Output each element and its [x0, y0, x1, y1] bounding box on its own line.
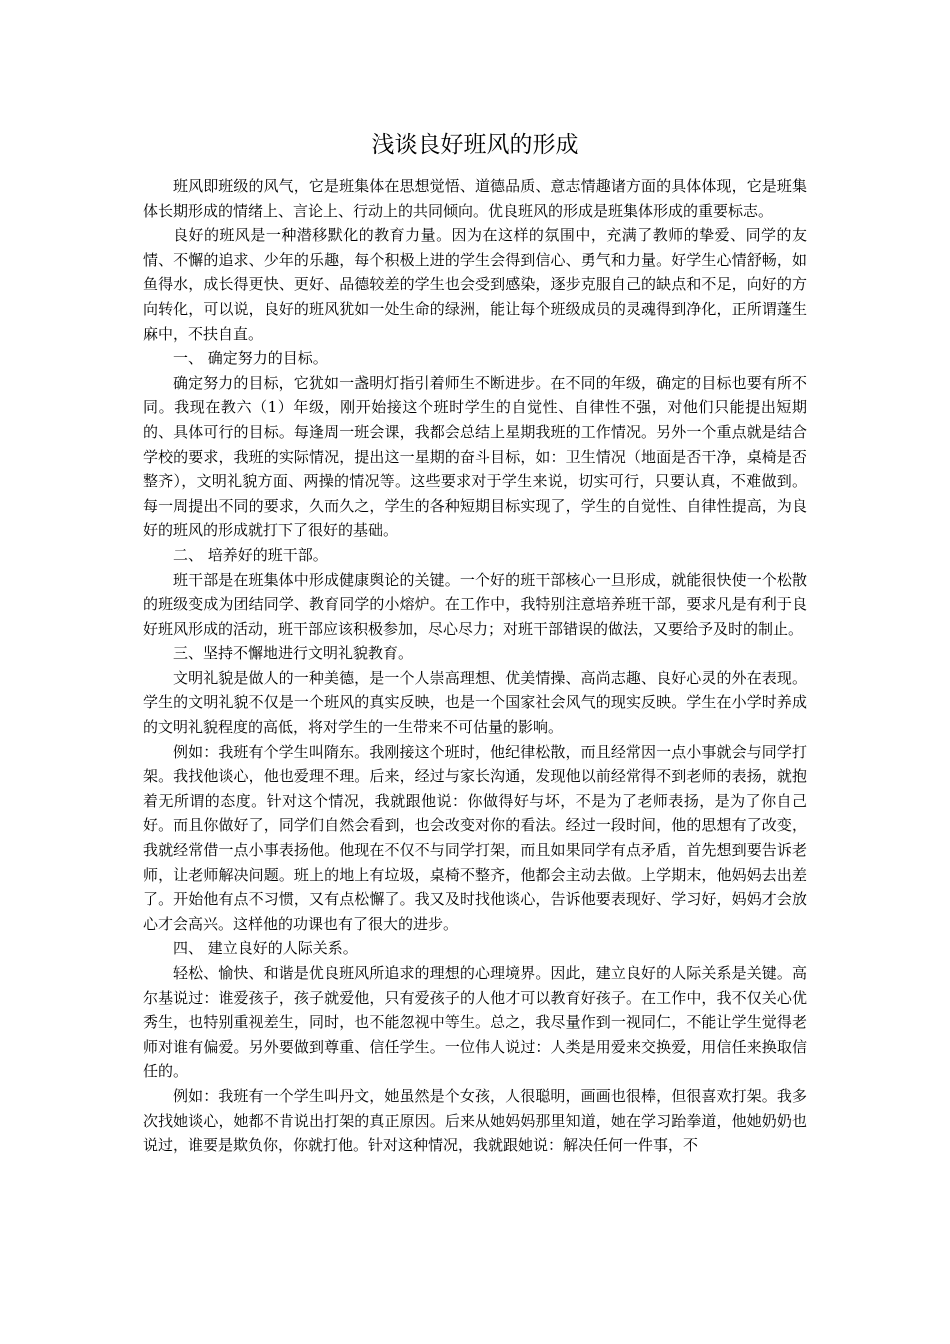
document-page — [143, 130, 807, 1158]
paragraph-example-2: 例如：我班有一个学生叫丹文，她虽然是个女孩，人很聪明，画画也很棒，但很喜欢打架。我多次找她谈心，她都不肯说出打架的真正原因。后来从她妈妈那里知道，她在学习跆拳道，他她奶奶也说过，谁要是欺负你，你就打他。针对这种情况，我就跟她说：解决任何一件事，不 — [143, 1086, 807, 1155]
paragraph-class-cadres: 班干部是在班集体中形成健康舆论的关键。一个好的班干部核心一旦形成，就能很快使一个松散的班级变成为团结同学、教育同学的小熔炉。在工作中，我特别注意培养班干部，要求凡是有利于良好班风形成的活动，班干部应该积极参加，尽心尽力；对班干部错误的做法，又要给予及时的制止。 — [143, 570, 807, 638]
document-title: 浅谈良好班风的形成 — [371, 132, 579, 158]
paragraph-civility: 文明礼貌是做人的一种美德，是一个人崇高理想、优美情操、高尚志趣、良好心灵的外在表现。学生的文明礼貌不仅是一个班风的真实反映，也是一个国家社会风气的现实反映。学生在小学时养成的文明礼貌程度的高低，将对学生的一生带来不可估量的影响。 — [143, 668, 807, 737]
paragraph-goals: 确定努力的目标，它犹如一盏明灯指引着师生不断进步。在不同的年级，确定的目标也要有所不同。我现在教六（1）年级，刚开始接这个班时学生的自觉性、自律性不强，对他们只能提出短期的、具体可行的目标。每逢周一班会课，我都会总结上星期我班的工作情况。另外一个重点就是结合学校的要求，我班的实际情况，提出这一星期的奋斗目标，如：卫生情况（地面是否干净，桌椅是否整齐），文明礼貌方面、两操的情况等。这些要求对于学生来说，切实可行，只要认真，不难做到。每一周提出不同的要求，久而久之，学生的各种短期目标实现了，学生的自觉性、自律性提高，为良好的班风的形成就打下了很好的基础。 — [143, 373, 807, 540]
paragraph-intro: 班风即班级的风气，它是班集体在思想觉悟、道德品质、意志情趣诸方面的具体体现，它是班集体长期形成的情绪上、言论上、行动上的共同倾向。优良班风的形成是班集体形成的重要标志。 — [143, 177, 807, 220]
paragraph-example-1: 例如：我班有个学生叫隋东。我刚接这个班时，他纪律松散，而且经常因一点小事就会与同学打架。我找他谈心，他也爱理不理。后来，经过与家长沟通，发现他以前经常得不到老师的表扬，就抱着无所谓的态度。针对这个情况，我就跟他说：你做得好与坏，不是为了老师表扬，是为了你自己好。而且你做好了，同学们自然会看到，也会改变对你的看法。经过一段时间，他的思想有了改变，我就经常借一点小事表扬他。他现在不仅不与同学打架，而且如果同学有点矛盾，首先想到要告诉老师，让老师解决问题。班上的地上有垃圾，桌椅不整齐，他都会主动去做。上学期末，他妈妈去出差了。开始他有点不习惯，又有点松懈了。我又及时找他谈心，告诉他要表现好、学习好，妈妈才会放心才会高兴。这样他的功课也有了很大的进步。 — [143, 742, 807, 933]
section-heading-1: 一、 确定努力的目标。 — [173, 349, 328, 368]
section-heading-4: 四、 建立良好的人际关系。 — [173, 939, 358, 958]
section-heading-2: 二、 培养好的班干部。 — [173, 545, 328, 564]
paragraph-class-spirit: 良好的班风是一种潜移默化的教育力量。因为在这样的氛围中，充满了教师的挚爱、同学的友情、不懈的追求、少年的乐趣，每个积极上进的学生会得到信心、勇气和力量。好学生心情舒畅，如鱼得水，成长得更快、更好、品德较差的学生也会受到感染，逐步克服自己的缺点和不足，向好的方向转化，可以说，良好的班风犹如一处生命的绿洲，能让每个班级成员的灵魂得到净化，正所谓蓬生麻中，不扶自直。 — [143, 226, 807, 343]
section-heading-3: 三、坚持不懈地进行文明礼貌教育。 — [173, 644, 414, 663]
paragraph-relationships: 轻松、愉快、和谐是优良班风所追求的理想的心理境界。因此，建立良好的人际关系是关键。高尔基说过：谁爱孩子，孩子就爱他，只有爱孩子的人他才可以教育好孩子。在工作中，我不仅关心优秀生，也特别重视差生，同时，也不能忽视中等生。总之，我尽量作到一视同仁，不能让学生觉得老师对谁有偏爱。另外要做到尊重、信任学生。一位伟人说过：人类是用爱来交换爱，用信任来换取信任的。 — [143, 964, 807, 1081]
